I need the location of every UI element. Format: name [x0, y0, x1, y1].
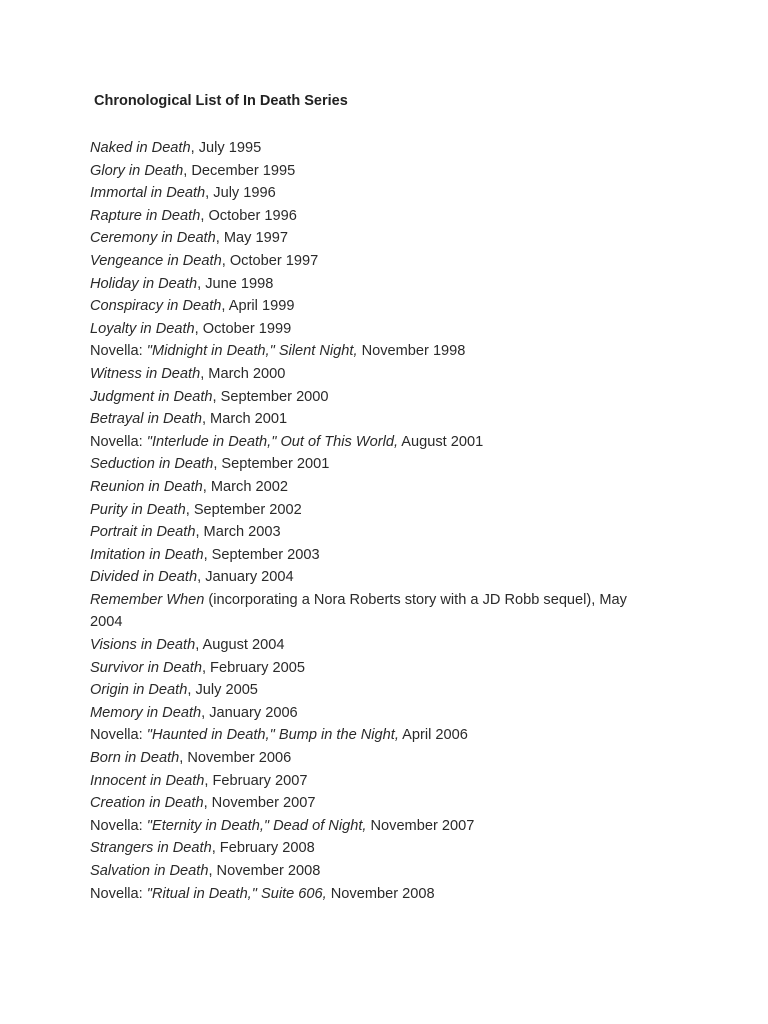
list-item: [90, 250, 627, 273]
publication-date: , September 2002: [185, 501, 302, 518]
publication-date: , January 2004: [197, 569, 294, 586]
list-item: [90, 273, 627, 296]
series-list: [90, 137, 627, 905]
list-item: [90, 318, 627, 341]
publication-date: , January 2006: [201, 704, 298, 721]
publication-date: , April 1999: [221, 298, 295, 315]
list-item: [90, 521, 627, 544]
list-item: [90, 363, 627, 386]
book-title: Betrayal in Death: [90, 411, 202, 428]
list-item: [90, 340, 627, 363]
publication-date: (incorporating a Nora Roberts story with a JD Robb sequel), May: [204, 591, 627, 608]
publication-date: , March 2000: [200, 365, 286, 382]
book-title: Salvation in Death: [90, 863, 209, 879]
list-item-continuation: [90, 611, 627, 634]
list-item: [90, 227, 627, 250]
publication-date: , October 1996: [200, 207, 297, 224]
document-title: Chronological List of In Death Series: [94, 93, 348, 109]
list-item: [90, 205, 627, 228]
publication-date: November 2007: [366, 817, 475, 834]
list-item: [90, 182, 627, 205]
publication-date: August 2001: [398, 433, 484, 450]
publication-date: , September 2003: [203, 546, 320, 563]
book-title: Judgment in Death: [90, 388, 213, 405]
publication-date: November 1998: [357, 343, 466, 360]
book-title: Born in Death: [90, 750, 180, 767]
book-title: Glory in Death: [90, 162, 184, 179]
publication-date: , February 2008: [211, 840, 315, 857]
list-item: [90, 431, 627, 454]
book-title: Naked in Death: [90, 140, 191, 156]
publication-date: , November 2006: [179, 750, 292, 767]
list-item: [90, 837, 627, 860]
novella-label: Novella:: [90, 433, 147, 450]
book-title: "Haunted in Death," Bump in the Night,: [146, 727, 399, 744]
list-item: [90, 634, 627, 657]
publication-date: , February 2005: [201, 659, 305, 676]
list-item: [90, 860, 627, 883]
book-title: Remember When: [90, 591, 205, 608]
list-item: [90, 679, 627, 702]
publication-date: , March 2001: [201, 411, 288, 428]
list-item: [90, 589, 627, 612]
list-item: [90, 566, 627, 589]
novella-label: Novella:: [90, 343, 147, 360]
publication-date: November 2008: [326, 885, 435, 902]
book-title: "Eternity in Death," Dead of Night,: [146, 817, 367, 834]
publication-date: , August 2004: [195, 637, 285, 654]
book-title: "Ritual in Death," Suite 606,: [146, 885, 327, 902]
publication-date: , February 2007: [204, 772, 308, 789]
publication-date: , November 2007: [203, 795, 316, 812]
novella-label: Novella:: [90, 817, 147, 834]
book-title: Vengeance in Death: [90, 252, 222, 269]
book-title: Loyalty in Death: [90, 320, 195, 337]
list-item: [90, 499, 627, 522]
book-title: "Midnight in Death," Silent Night,: [146, 343, 358, 360]
novella-label: Novella:: [90, 727, 147, 744]
list-item: [90, 544, 627, 567]
publication-date: , September 2001: [213, 456, 330, 473]
book-title: Memory in Death: [90, 704, 202, 721]
list-item: [90, 792, 627, 815]
publication-date: , November 2008: [208, 863, 321, 879]
publication-date: , March 2003: [195, 524, 281, 541]
list-item: [90, 386, 627, 409]
publication-date: 2004: [90, 614, 123, 631]
book-title: Visions in Death: [90, 637, 196, 654]
list-item: [90, 160, 627, 183]
list-item: [90, 770, 627, 793]
publication-date: April 2006: [398, 727, 468, 744]
book-title: Witness in Death: [90, 365, 201, 382]
publication-date: , September 2000: [212, 388, 329, 405]
list-item: [90, 137, 627, 160]
publication-date: , June 1998: [197, 275, 274, 292]
list-item: [90, 724, 627, 747]
book-title: Rapture in Death: [90, 207, 201, 224]
publication-date: , March 2002: [202, 478, 288, 495]
book-title: Conspiracy in Death: [90, 298, 222, 315]
book-title: Imitation in Death: [90, 546, 204, 563]
publication-date: , May 1997: [215, 230, 288, 247]
list-item: [90, 883, 627, 906]
book-title: Divided in Death: [90, 569, 198, 586]
book-title: Origin in Death: [90, 682, 188, 699]
publication-date: , October 1999: [194, 320, 292, 337]
publication-date: , October 1997: [221, 252, 319, 269]
novella-label: Novella:: [90, 885, 147, 902]
book-title: Ceremony in Death: [90, 230, 216, 247]
book-title: Seduction in Death: [90, 456, 214, 473]
book-title: Portrait in Death: [90, 524, 196, 541]
list-item: [90, 295, 627, 318]
list-item: [90, 476, 627, 499]
list-item: [90, 815, 627, 838]
list-item: [90, 702, 627, 725]
book-title: Holiday in Death: [90, 275, 198, 292]
publication-date: , December 1995: [183, 162, 296, 179]
publication-date: , July 1996: [205, 185, 276, 202]
list-item: [90, 408, 627, 431]
book-title: Strangers in Death: [90, 840, 212, 857]
book-title: Survivor in Death: [90, 659, 202, 676]
book-title: Reunion in Death: [90, 478, 203, 495]
list-item: [90, 747, 627, 770]
book-title: Immortal in Death: [90, 185, 206, 202]
publication-date: , July 1995: [190, 140, 262, 156]
book-title: Innocent in Death: [90, 772, 205, 789]
list-item: [90, 453, 627, 476]
book-title: Purity in Death: [90, 501, 186, 518]
book-title: "Interlude in Death," Out of This World,: [146, 433, 399, 450]
list-item: [90, 657, 627, 680]
publication-date: , July 2005: [187, 682, 258, 699]
book-title: Creation in Death: [90, 795, 204, 812]
